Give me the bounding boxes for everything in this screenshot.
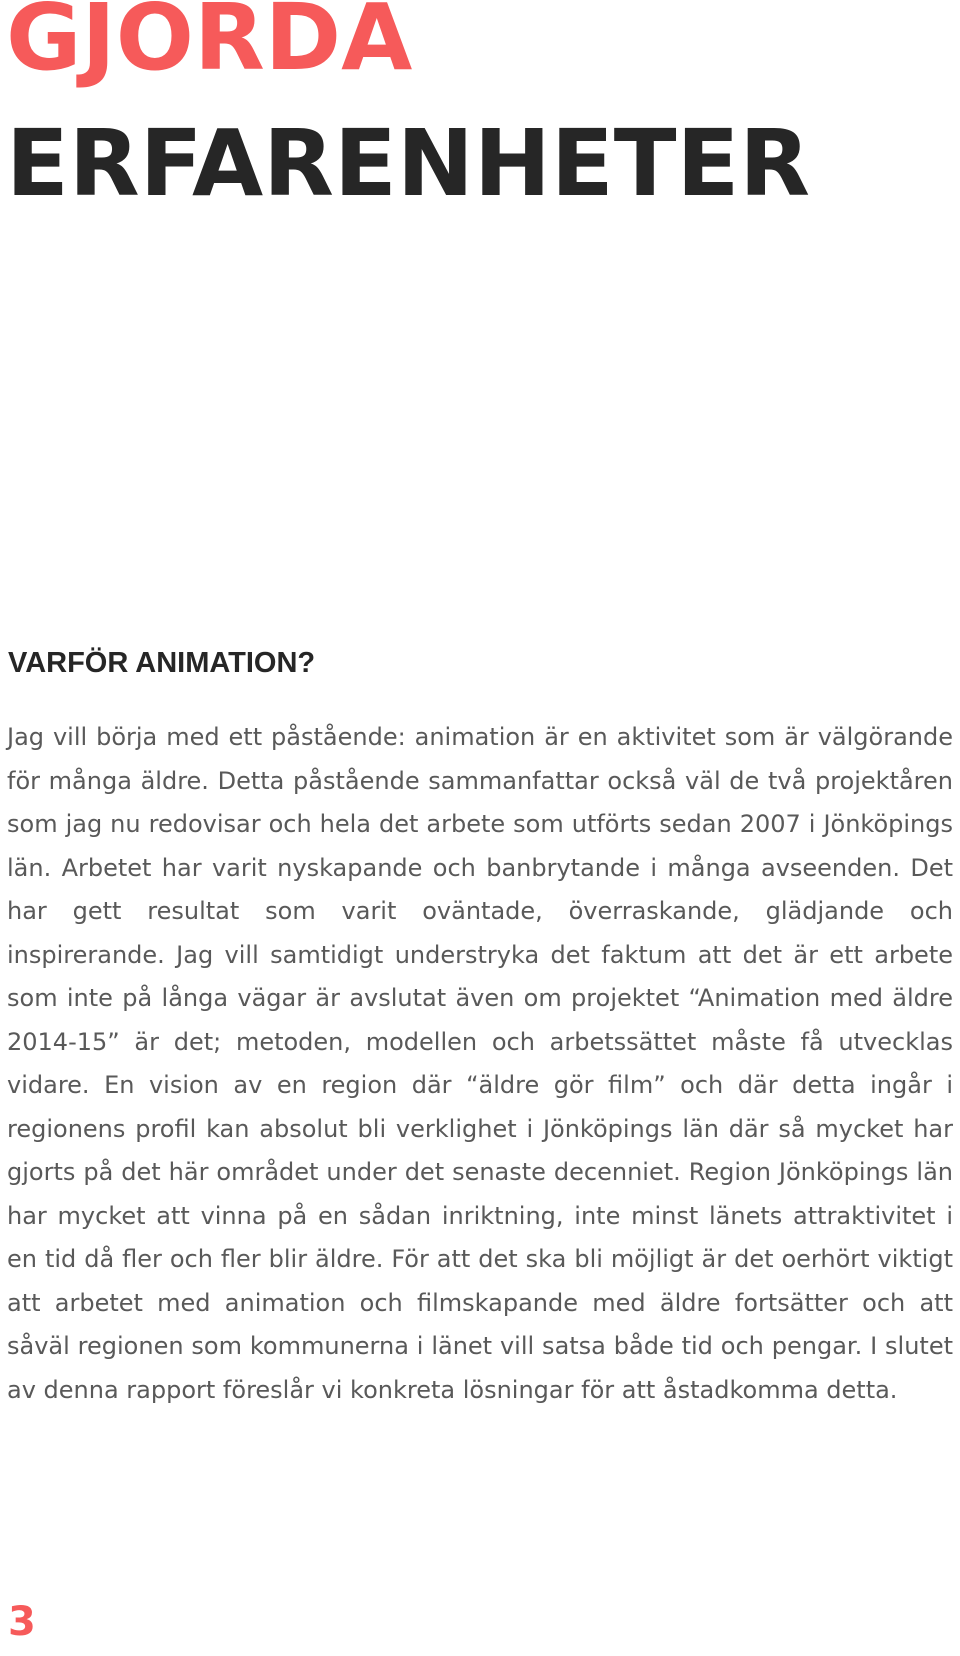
body-paragraph: Jag vill börja med ett påstående: animation är en aktivitet som är välgörande för många äldre. Detta påstående sammanfattar också väl de två projektåren som jag nu redovisar och hela det arbete som utförts sedan 2007 i Jönköpings län. Arbetet har varit nyskapande och banbrytande i många avseenden. Det har gett resultat som varit oväntade, överraskande, glädjande och inspirerande. Jag vill samtidigt understryka det faktum att det är ett arbete som inte på långa vägar är avslutat även om projektet “Animation med äldre 2014-15” är det; metoden, modellen och arbetssättet måste få utvecklas vidare. En vision av en region där “äldre gör film” och där detta ingår i regionens profil kan absolut bli verklighet i Jönköpings län där så mycket har gjorts på det här området under det senaste decenniet. Region Jönköpings län har mycket att vinna på en sådan inriktning, inte minst länets attraktivitet i en tid då fler och fler blir äldre. För att det ska bli möjligt är det oerhört viktigt att arbetet med animation och filmskapande med äldre fortsätter och att såväl regionen som kommunerna i länet vill satsa både tid och pengar. I slutet av denna rapport föreslår vi konkreta lösningar för att åstadkomma detta. xyxy=(7,723,953,1404)
page-number: 3 xyxy=(8,1599,36,1645)
section-heading: VARFÖR ANIMATION? xyxy=(8,647,316,679)
title-line-gjorda: GJORDA xyxy=(6,0,413,91)
title-line-erfarenheter: ERFARENHETER xyxy=(6,110,811,217)
